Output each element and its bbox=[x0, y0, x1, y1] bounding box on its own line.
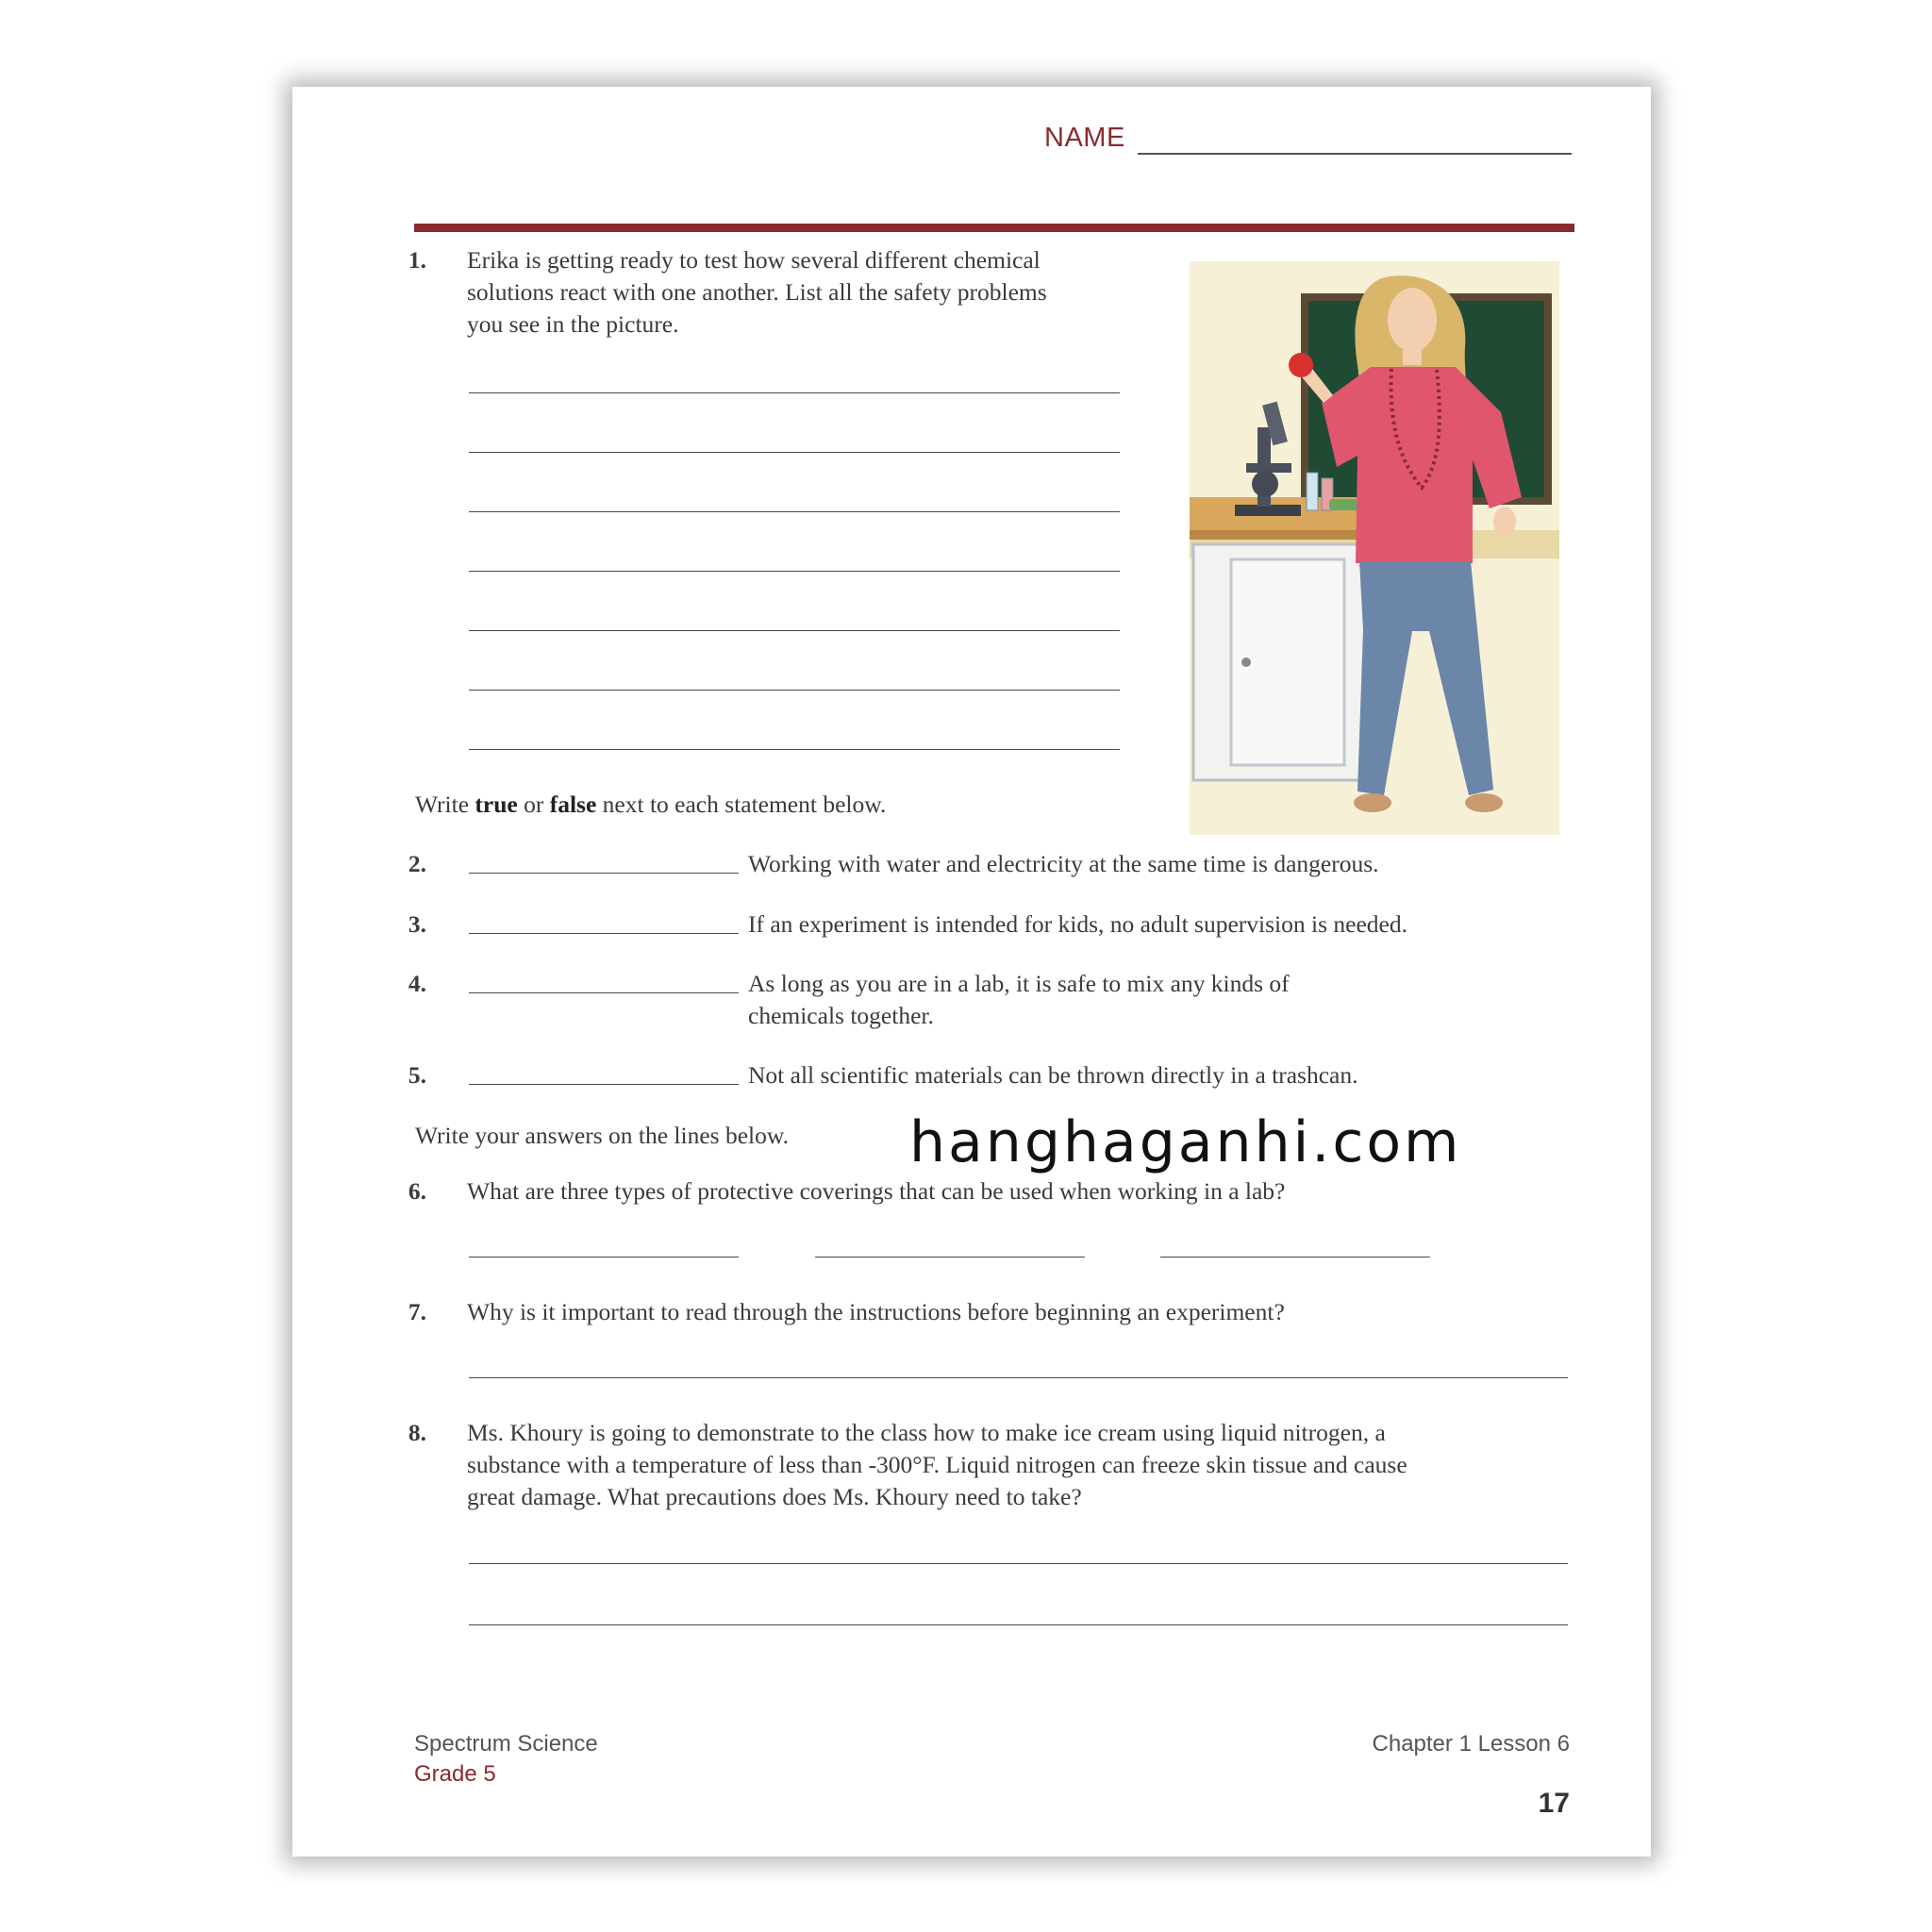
answer-line[interactable] bbox=[469, 1624, 1568, 1625]
question-8-number: 8. bbox=[408, 1419, 426, 1446]
instruction-true-word: true bbox=[475, 791, 518, 818]
question-7-number: 7. bbox=[408, 1298, 426, 1325]
question-2-text: Working with water and electricity at the same time is dangerous. bbox=[748, 850, 1379, 877]
question-3-text: If an experiment is intended for kids, no adult supervision is needed. bbox=[748, 910, 1407, 938]
worksheet-page bbox=[292, 87, 1651, 1857]
question-4-text bbox=[748, 968, 1597, 1032]
footer-chapter-lesson: Chapter 1 Lesson 6 bbox=[1372, 1731, 1570, 1757]
answer-line[interactable] bbox=[469, 1377, 1568, 1378]
question-8-line: great damage. What precautions does Ms. Khoury need to take? bbox=[467, 1483, 1082, 1510]
instruction-suffix: next to each statement below. bbox=[596, 791, 887, 818]
lab-safety-illustration bbox=[1190, 261, 1559, 835]
question-4-line: chemicals together. bbox=[748, 1002, 934, 1029]
true-false-answer-line[interactable] bbox=[469, 1084, 739, 1085]
question-2-number: 2. bbox=[408, 850, 426, 877]
name-field-line[interactable] bbox=[1138, 153, 1572, 155]
name-label: NAME bbox=[1044, 123, 1125, 153]
answer-line[interactable] bbox=[469, 392, 1120, 393]
footer-book-title: Spectrum Science bbox=[414, 1731, 598, 1757]
answer-line[interactable] bbox=[469, 1563, 1568, 1564]
true-false-instruction bbox=[415, 789, 886, 821]
watermark-text: hanghaganhi.com bbox=[909, 1109, 1462, 1175]
short-answer-instruction: Write your answers on the lines below. bbox=[415, 1122, 790, 1149]
true-false-answer-line[interactable] bbox=[469, 933, 739, 934]
question-8-line: Ms. Khoury is going to demonstrate to the class how to make ice cream using liquid nitrogen, a bbox=[467, 1419, 1386, 1446]
answer-line[interactable] bbox=[469, 571, 1120, 572]
instruction-or: or bbox=[517, 791, 550, 818]
question-4-line: As long as you are in a lab, it is safe to mix any kinds of bbox=[748, 970, 1290, 997]
question-1-line: you see in the picture. bbox=[467, 310, 679, 338]
question-6-text: What are three types of protective coverings that can be used when working in a lab? bbox=[467, 1177, 1286, 1205]
true-false-answer-line[interactable] bbox=[469, 992, 739, 993]
header-rule bbox=[414, 224, 1574, 232]
footer-grade: Grade 5 bbox=[414, 1761, 496, 1787]
question-8-line: substance with a temperature of less than -300°F. Liquid nitrogen can freeze skin tissue and cause bbox=[467, 1451, 1407, 1478]
question-1-text bbox=[467, 244, 1184, 341]
answer-line[interactable] bbox=[469, 690, 1120, 691]
answer-line[interactable] bbox=[469, 630, 1120, 631]
question-1-number: 1. bbox=[408, 246, 426, 274]
apple bbox=[1289, 353, 1313, 377]
instruction-false-word: false bbox=[549, 791, 597, 818]
page-number: 17 bbox=[1538, 1788, 1570, 1819]
question-7-text: Why is it important to read through the instructions before beginning an experiment? bbox=[467, 1298, 1285, 1325]
answer-line[interactable] bbox=[469, 511, 1120, 512]
answer-line[interactable] bbox=[469, 749, 1120, 750]
question-4-number: 4. bbox=[408, 970, 426, 997]
question-8-text bbox=[467, 1417, 1580, 1513]
answer-line[interactable] bbox=[469, 452, 1120, 453]
question-1-line: solutions react with one another. List all the safety problems bbox=[467, 278, 1047, 306]
question-3-number: 3. bbox=[408, 910, 426, 938]
question-5-number: 5. bbox=[408, 1061, 426, 1089]
question-5-text: Not all scientific materials can be thrown directly in a trashcan. bbox=[748, 1061, 1358, 1089]
true-false-answer-line[interactable] bbox=[469, 873, 739, 874]
instruction-prefix: Write bbox=[415, 791, 475, 818]
question-6-number: 6. bbox=[408, 1177, 426, 1205]
question-1-line: Erika is getting ready to test how several different chemical bbox=[467, 246, 1041, 274]
